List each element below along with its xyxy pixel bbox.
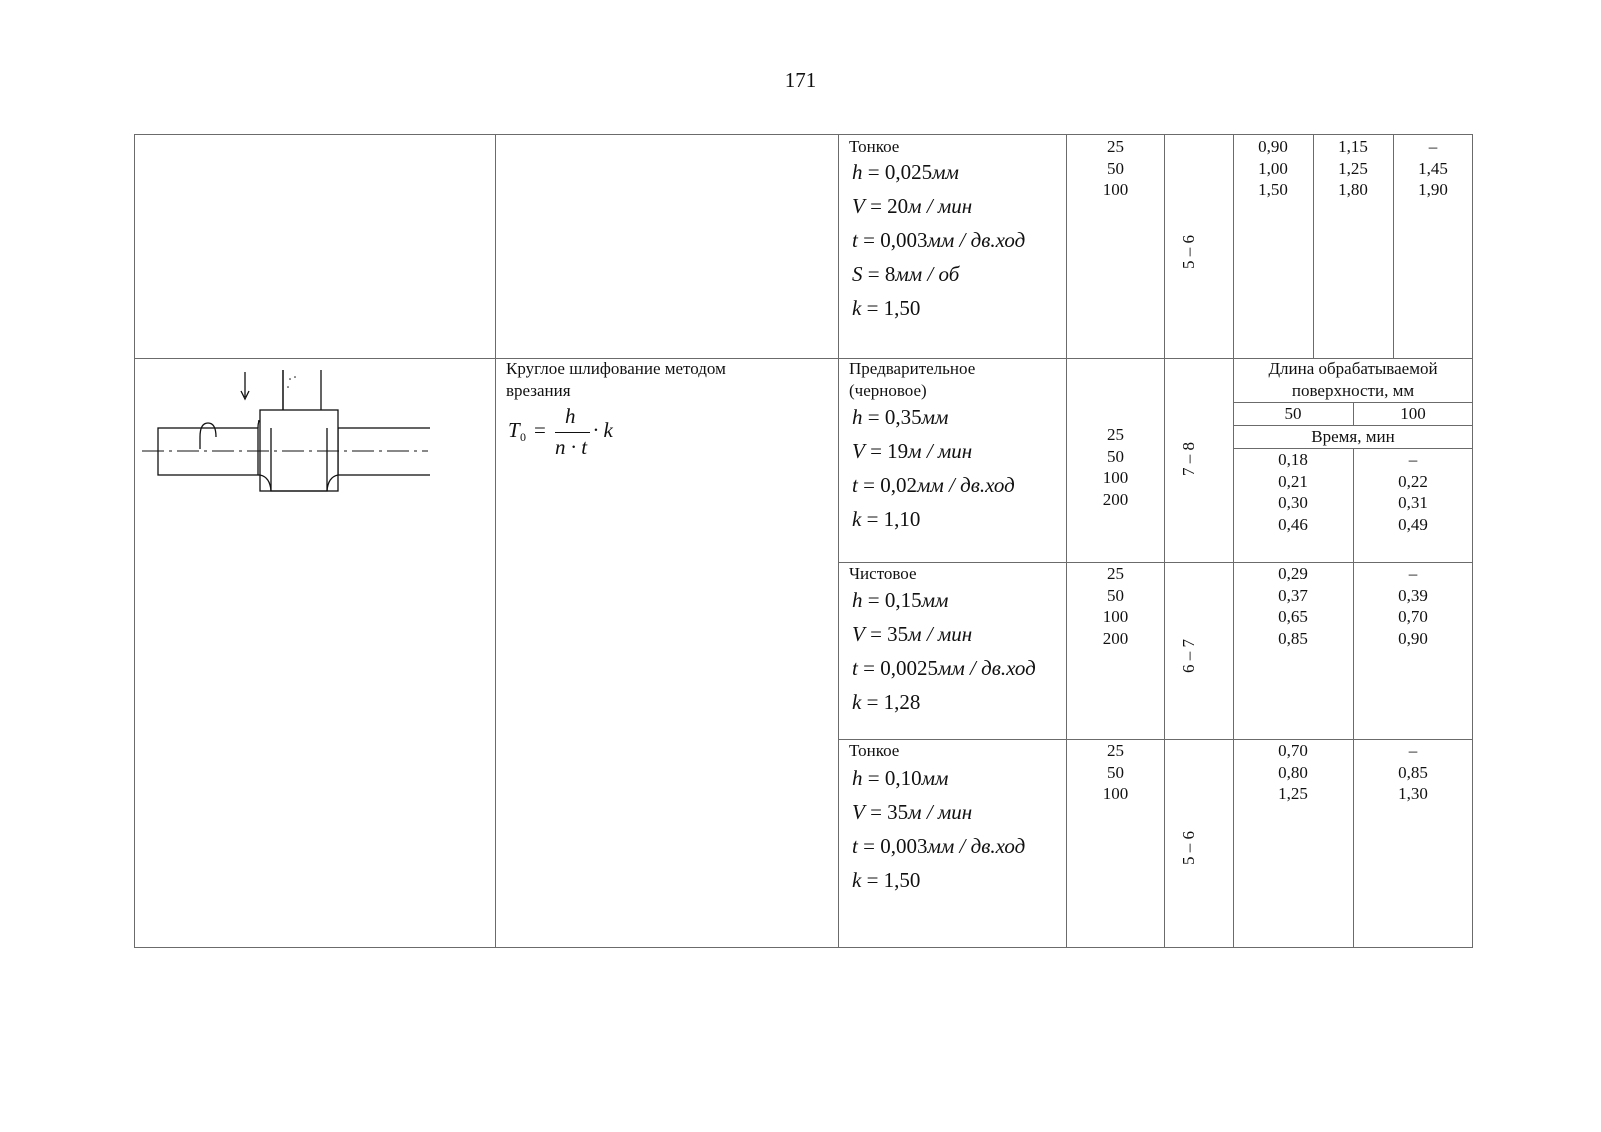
length-header: Длина обрабатываемой поверхности, мм [1268, 359, 1438, 400]
sub-a-quality: 7 – 8 [1179, 442, 1198, 476]
sub-b-time-50: 0,29 0,37 0,65 0,85 [1278, 564, 1308, 648]
sub-c-quality: 5 – 6 [1179, 831, 1198, 865]
param-k: k = 1,50 [852, 296, 921, 320]
sub-b-diameters: 25 50 100 200 [1102, 564, 1129, 648]
sub-b-quality: 6 – 7 [1179, 639, 1198, 673]
sub-c-time-50: 0,70 0,80 1,25 [1278, 741, 1308, 804]
length-50: 50 [1284, 404, 1302, 423]
sub-c-mode: Тонкое [849, 741, 900, 760]
grinding-sketch [140, 365, 430, 505]
sub-c-diameters: 25 50 100 [1102, 741, 1129, 804]
param-t: t = 0,003мм / дв.ход [852, 228, 1026, 252]
row1-quality: 5 – 6 [1179, 235, 1198, 269]
row1-col-c: – 1,45 1,90 [1418, 137, 1448, 200]
sub-b-time-100: – 0,39 0,70 0,90 [1398, 564, 1428, 648]
sub-a-time-100: – 0,22 0,31 0,49 [1398, 450, 1428, 534]
sub-a-diameters: 25 50 100 200 [1102, 425, 1129, 509]
page-number: 171 [784, 68, 817, 92]
sub-a-mode: Предварительное (черновое) [849, 359, 976, 400]
sub-a-time-50: 0,18 0,21 0,30 0,46 [1278, 450, 1308, 534]
row1-mode: Тонкое [849, 137, 900, 156]
param-h: h = 0,025мм [852, 160, 959, 184]
row1-col-b: 1,15 1,25 1,80 [1338, 137, 1368, 200]
sub-b-mode: Чистовое [849, 564, 917, 583]
length-100: 100 [1400, 404, 1426, 423]
operation-name: Круглое шлифование методом врезания [506, 359, 726, 400]
time-header: Время, мин [1311, 427, 1395, 446]
row1-col-a: 0,90 1,00 1,50 [1258, 137, 1288, 200]
sub-c-time-100: – 0,85 1,30 [1398, 741, 1428, 804]
param-s: S = 8мм / об [852, 262, 960, 286]
param-v: V = 20м / мин [852, 194, 973, 218]
row1-diameters: 25 50 100 [1102, 137, 1129, 200]
